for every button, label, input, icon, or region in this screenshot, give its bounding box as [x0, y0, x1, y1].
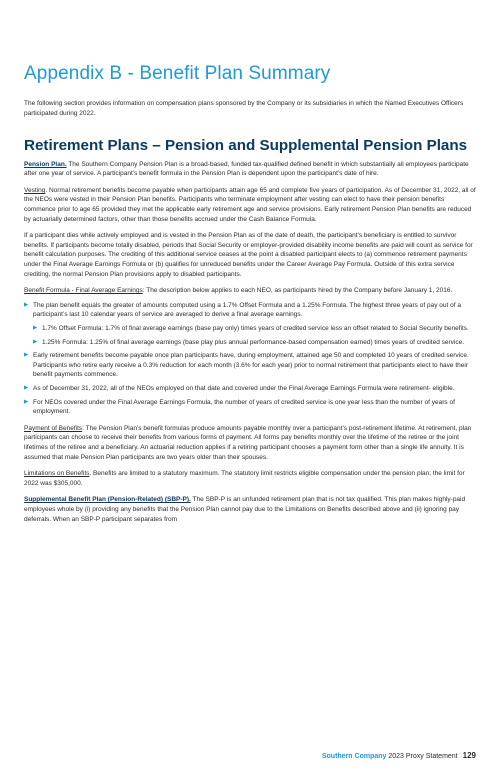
vesting-lead: Vesting — [24, 186, 46, 194]
bullet-text: For NEOs covered under the Final Average Earnings Formula, the number of years of credited service is one year less than the number of years of employment. — [33, 398, 455, 416]
triangle-right-icon: ▶ — [33, 338, 38, 345]
triangle-right-icon: ▶ — [24, 384, 29, 391]
pension-plan-paragraph — [24, 160, 476, 179]
pension-plan-text: The Southern Company Pension Plan is a broad-based, funded tax-qualified defined benefit in which substantially all employees participate after one year of service. A participant’s benefit formula in the Pension Plan is dependent upon the participant’s date of hire. — [24, 160, 469, 178]
payment-text: : The Pension Plan’s benefit formulas produce amounts payable monthly over a participant’s post-retirement lifetime. At retirement, plan participants can choose to receive their benefits from various forms of payment. All forms pay benefits monthly over the lifetime of the retiree or the joint lifetimes of the retiree and a beneficiary. An actuarial reduction applies if a retiring participant chooses a payment form other than a single life annuity. It is assumed that male Pension Plan participants are two years older than their spouses. — [24, 424, 472, 461]
benefit-formula-paragraph — [24, 286, 476, 296]
payment-lead: Payment of Benefits — [24, 424, 83, 432]
sub-list-item — [33, 324, 476, 334]
intro-paragraph: The following section provides information on compensation plans sponsored by the Company or its subsidiaries in which the Named Executives Officers participated during 2022. — [24, 100, 464, 117]
sbp-text: The SBP-P is an unfunded retirement plan that is not tax qualified. This plan makes highly-paid employees whole by (i) providing any benefits that the Pension Plan cannot pay due to the Limitations on Benefits described above and (ii) ignoring pay deferrals. When an SBP-P participant separates from — [24, 496, 466, 523]
payment-paragraph — [24, 424, 476, 462]
benefit-formula-lead: Benefit Formula - Final Average Earnings — [24, 287, 143, 295]
sub-bullet-text: 1.7% Offset Formula: 1.7% of final average earnings (base pay only) times years of credited service less an offset related to Social Security benefits. — [42, 325, 469, 332]
sub-bullet-text: 1.25% Formula: 1.25% of final average earnings (base play plus annual performance-based compensation earned) times years of credited service. — [42, 338, 465, 346]
vesting-paragraph — [24, 186, 476, 224]
page-number: 129 — [462, 751, 476, 760]
limitations-lead: Limitations on Benefits — [24, 470, 90, 478]
list-item — [24, 384, 476, 394]
bullet-text: The plan benefit equals the greater of amounts computed using a 1.7% Offset Formula and a 1.25% Formula. The highest three years of pay out of a participant’s last 10 calendar years of service are averaged to derive a final average earnings. — [33, 301, 461, 319]
page-footer — [322, 751, 476, 762]
page-content — [24, 62, 476, 524]
triangle-right-icon: ▶ — [24, 301, 29, 308]
death-disability-paragraph: If a participant dies while actively employed and is vested in the Pension Plan as of the date of death, the participant’s beneficiary is entitled to survivor benefits. If participants become totally disabled, periods that Social Security or employer-provided disability income benefits are paid will count as service for benefit calculation purposes. The crediting of this additional service ceases at the point a disabled participant elects to (a) commence retirement payments under the Final Average Earnings Formula or (b) qualifies for unreduced benefits under the Career Average Pay Formula. Outside of this extra service crediting, the normal Pension Plan provisions apply to disabled participants. — [24, 232, 473, 278]
pension-plan-lead: Pension Plan. — [24, 160, 67, 168]
triangle-right-icon: ▶ — [33, 325, 38, 331]
benefit-formula-text: : The description below applies to each NEO, as participants hired by the Company before January 1, 2016. — [142, 287, 453, 295]
footer-brand: Southern Company — [321, 753, 387, 760]
sub-list — [33, 324, 476, 347]
bullet-text: Early retirement benefits become payable once plan participants have, during employment, attained age 50 and completed 10 years of credited service. Participants who retire early receive a 0.3% reduction for each month (3.6% for each year) prior to normal retirement that participants elect to have their benefit payments commence. — [33, 352, 469, 379]
footer-doc-title: 2023 Proxy Statement — [386, 753, 458, 760]
list-item — [24, 351, 476, 380]
limitations-text: . Benefits are limited to a statutory maximum. The statutory limit restricts eligible compensation under the pension plan; the limit for 2022 was $305,000. — [24, 470, 465, 487]
triangle-right-icon: ▶ — [24, 398, 29, 405]
vesting-text: . Normal retirement benefits become payable when participants attain age 65 and complete five years of participation. As of December 31, 2022, all of the NEOs were vested in their Pension Plan benefits. Participants who terminate employment after vesting can elect to have their pension benefits commence prior to age 65 provided they met the applicable early retirement age and service provisions. Early retirement Pension Plan benefits are reduced by actuarially determined factors, other than those benefits accrued under the Cash Balance Formula. — [24, 186, 476, 223]
limitations-paragraph — [24, 469, 476, 488]
triangle-right-icon: ▶ — [24, 352, 29, 359]
sbp-paragraph — [24, 495, 476, 524]
bullet-text: As of December 31, 2022, all of the NEOs employed on that date and covered under the Final Average Earnings Formula were retirement- eligible. — [33, 384, 455, 392]
sub-list-item — [33, 338, 476, 348]
appendix-title: Appendix B - Benefit Plan Summary — [24, 63, 331, 84]
section-title: Retirement Plans – Pension and Supplemental Pension Plans — [24, 137, 468, 155]
list-item — [24, 398, 476, 417]
sbp-lead: Supplemental Benefit Plan (Pension-Related) (SBP-P). — [24, 496, 191, 504]
benefit-formula-list — [24, 301, 476, 417]
list-item — [24, 301, 476, 347]
